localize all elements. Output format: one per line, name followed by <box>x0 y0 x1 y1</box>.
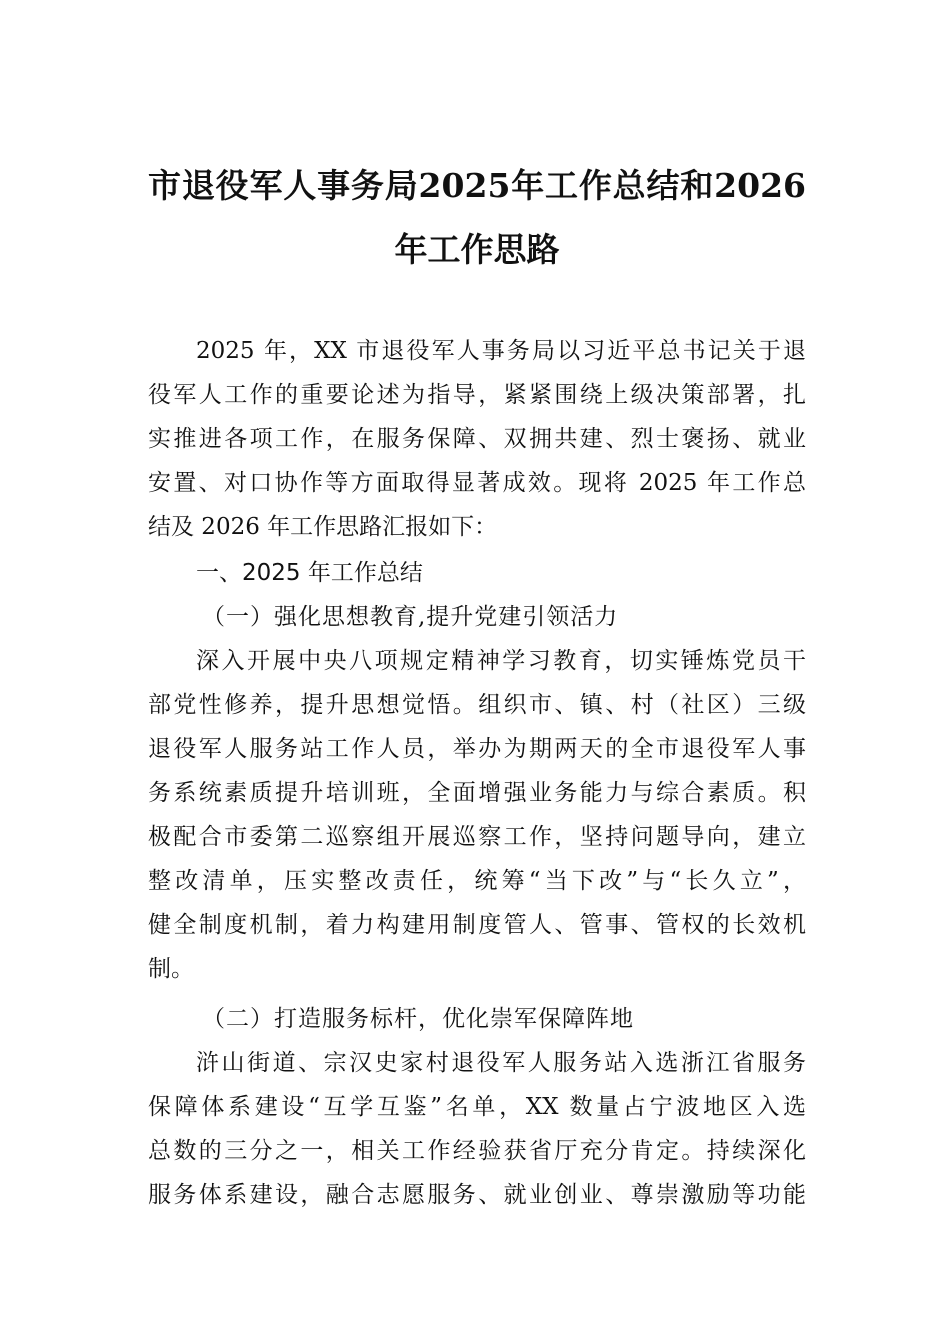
text-line: 保障体系建设“互学互鉴”名单，XX 数量占宁波地区入选 <box>148 1094 806 1120</box>
text-line: 制。 <box>148 956 194 982</box>
text-line: 服务体系建设，融合志愿服务、就业创业、尊崇激励等功能 <box>148 1182 806 1208</box>
text-line: 总数的三分之一，相关工作经验获省厅充分肯定。持续深化 <box>148 1138 806 1164</box>
text-line: 极配合市委第二巡察组开展巡察工作，坚持问题导向，建立 <box>148 824 806 850</box>
text-line: 整改清单，压实整改责任，统筹“当下改”与“长久立”， <box>148 868 806 894</box>
text-line: 退役军人服务站工作人员，举办为期两天的全市退役军人事 <box>148 736 806 762</box>
text-line: 部党性修养，提升思想觉悟。组织市、镇、村（社区）三级 <box>148 692 806 718</box>
subsection-heading: （一）强化思想教育,提升党建引领活力 <box>202 604 619 630</box>
text-line: 深入开展中央八项规定精神学习教育，切实锤炼党员干 <box>196 648 806 674</box>
text-line: 实推进各项工作，在服务保障、双拥共建、烈士褒扬、就业 <box>148 426 806 452</box>
text-line: 安置、对口协作等方面取得显著成效。现将 2025 年工作总 <box>148 470 806 496</box>
text-line: 健全制度机制，着力构建用制度管人、管事、管权的长效机 <box>148 912 806 938</box>
text-line: 务系统素质提升培训班，全面增强业务能力与综合素质。积 <box>148 780 806 806</box>
text-line: 浒山街道、宗汉史家村退役军人服务站入选浙江省服务 <box>196 1050 806 1076</box>
text-line: 结及 2026 年工作思路汇报如下： <box>148 514 498 540</box>
text-line: 2025 年，XX 市退役军人事务局以习近平总书记关于退 <box>196 338 806 364</box>
text-line: 役军人工作的重要论述为指导，紧紧围绕上级决策部署，扎 <box>148 382 806 408</box>
subsection-heading: （二）打造服务标杆，优化崇军保障阵地 <box>202 1006 634 1032</box>
document-title-line-2: 年工作思路 <box>394 230 560 269</box>
section-heading: 一、2025 年工作总结 <box>196 560 423 586</box>
document-title-line-1: 市退役军人事务局2025年工作总结和2026 <box>148 166 806 205</box>
